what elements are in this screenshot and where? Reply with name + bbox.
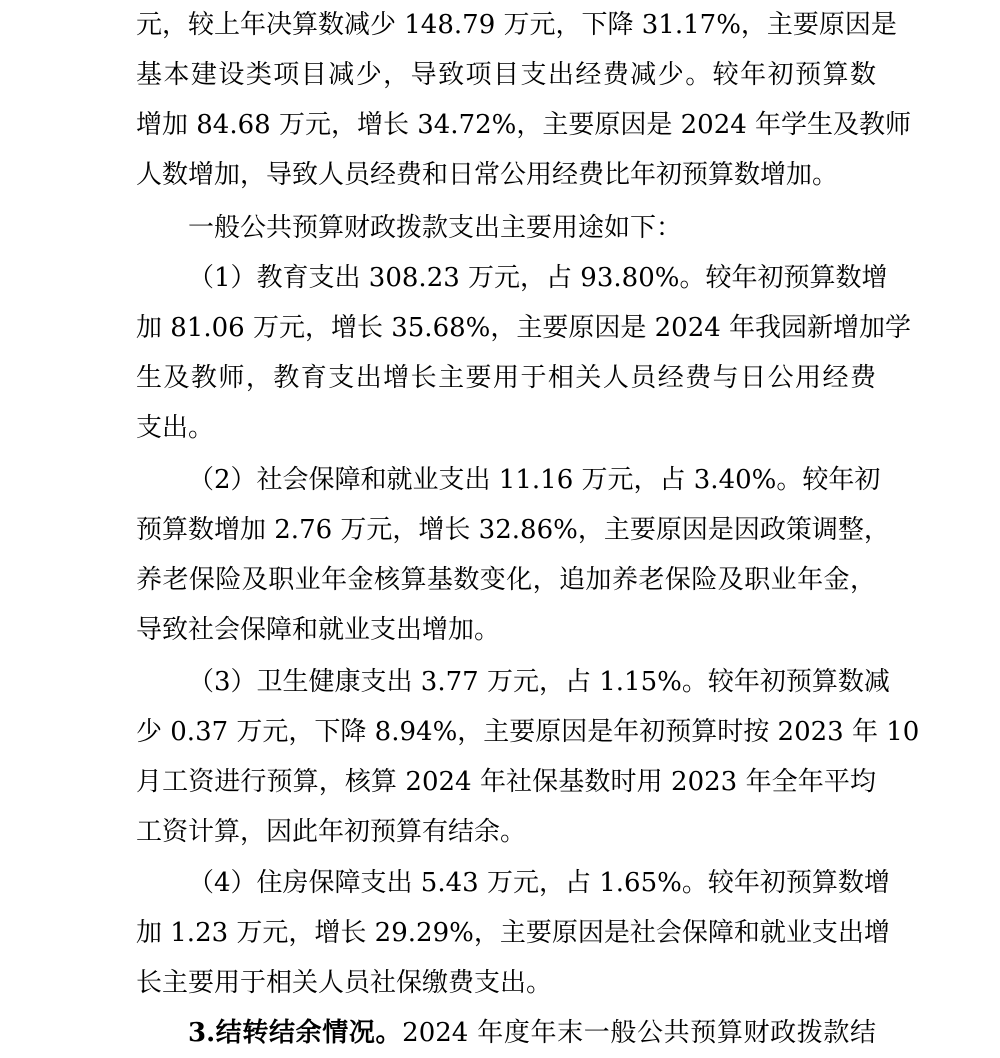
text-line: 支出。	[136, 413, 215, 443]
text-line	[188, 1008, 876, 1058]
text-line: 增加 84.68 万元，增长 34.72%，主要原因是 2024 年学生及教师	[136, 110, 912, 140]
text-span: 2024 年度年末一般公共预算财政拨款结	[402, 1018, 876, 1048]
text-line: 加 1.23 万元，增长 29.29%，主要原因是社会保障和就业支出增	[136, 918, 890, 948]
text-line: 基本建设类项目减少，导致项目支出经费减少。较年初预算数	[136, 60, 876, 90]
text-line: 导致社会保障和就业支出增加。	[136, 615, 501, 645]
text-line: 少 0.37 万元，下降 8.94%，主要原因是年初预算时按 2023 年 10	[136, 717, 920, 747]
text-line: 人数增加，导致人员经费和日常公用经费比年初预算数增加。	[136, 160, 839, 190]
text-line: 生及教师，教育支出增长主要用于相关人员经费与日公用经费	[136, 363, 876, 393]
text-line: 元，较上年决算数减少 148.79 万元，下降 31.17%，主要原因是	[136, 10, 897, 40]
text-line: 月工资进行预算，核算 2024 年社保基数时用 2023 年全年平均	[136, 767, 876, 797]
text-line: 养老保险及职业年金核算基数变化，追加养老保险及职业年金，	[136, 565, 876, 595]
text-line: （2）社会保障和就业支出 11.16 万元，占 3.40%。较年初	[188, 465, 881, 495]
text-line: （1）教育支出 308.23 万元，占 93.80%。较年初预算数增	[188, 263, 888, 293]
text-line: 预算数增加 2.76 万元，增长 32.86%，主要原因是因政策调整，	[136, 515, 890, 545]
text-line: （3）卫生健康支出 3.77 万元，占 1.15%。较年初预算数减	[188, 667, 890, 697]
text-line: 一般公共预算财政拨款支出主要用途如下：	[188, 213, 683, 243]
section-heading: 3.结转结余情况。	[188, 1018, 403, 1048]
text-line: （4）住房保障支出 5.43 万元，占 1.65%。较年初预算数增	[188, 868, 890, 898]
text-line: 长主要用于相关人员社保缴费支出。	[136, 968, 553, 998]
text-line: 加 81.06 万元，增长 35.68%，主要原因是 2024 年我园新增加学	[136, 313, 912, 343]
text-line: 工资计算，因此年初预算有结余。	[136, 817, 527, 847]
